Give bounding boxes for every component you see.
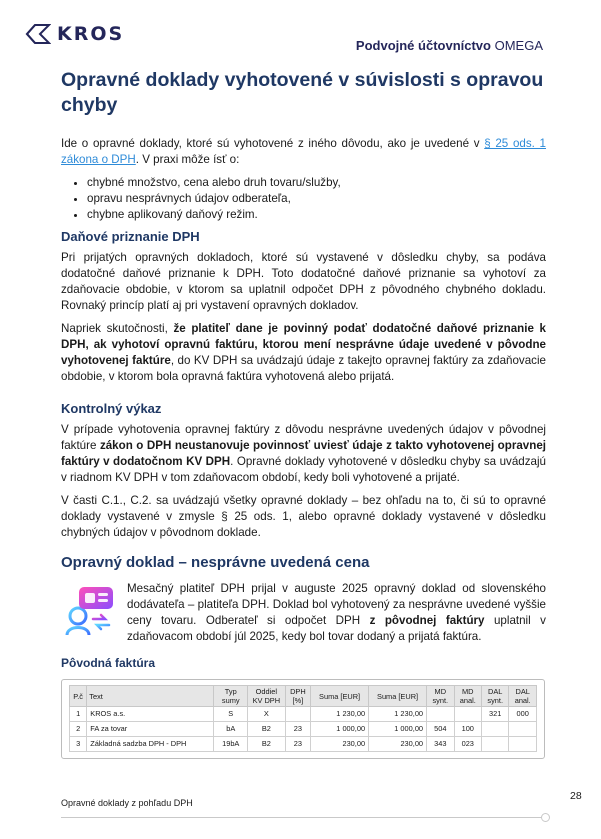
product-name — [356, 38, 543, 53]
example-description — [127, 581, 546, 645]
cell: X — [248, 707, 286, 722]
cell: 1 000,00 — [311, 722, 369, 737]
list-item: • chybne aplikovaný daňový režim. — [87, 207, 546, 223]
heading-example: Opravný doklad – nesprávne uvedená cena — [61, 554, 370, 571]
cell: S — [214, 707, 248, 722]
cell: 1 230,00 — [311, 707, 369, 722]
cell: FA za tovar — [87, 722, 214, 737]
cell: 23 — [285, 737, 310, 752]
cell: 100 — [454, 722, 481, 737]
bullet-list — [61, 175, 546, 223]
control-statement-paragraph-1 — [61, 422, 546, 486]
cell: 3 — [70, 737, 87, 752]
law-link[interactable]: § 25 ods. 1 zákona o DPH — [61, 137, 546, 166]
main-content — [61, 136, 546, 759]
heading-control-statement: Kontrolný výkaz — [61, 401, 162, 416]
list-item: • opravu nesprávnych údajov odberateľa, — [87, 191, 546, 207]
cell: 023 — [454, 737, 481, 752]
intro-text-end: . V praxi môže ísť o: — [135, 153, 240, 166]
heading-original-invoice: Pôvodná faktúra — [61, 656, 156, 670]
cell — [427, 707, 454, 722]
invoice-table-frame — [61, 679, 545, 759]
product-name-bold: Podvojné účtovníctvo — [355, 38, 491, 53]
cell: 2 — [70, 722, 87, 737]
example-box — [61, 581, 546, 645]
page-title: Opravné doklady vyhotovené v súvislosti s opravou chyby — [61, 69, 544, 116]
logo-text: KROS — [57, 23, 125, 45]
kros-logo — [25, 23, 124, 45]
col-header: Suma [EUR] — [311, 686, 369, 707]
footer-dot-icon — [541, 813, 550, 822]
col-header: DAL synt. — [481, 686, 508, 707]
col-header: Text — [87, 686, 214, 707]
col-header: Oddiel KV DPH — [248, 686, 286, 707]
cell: 000 — [509, 707, 537, 722]
cell: 343 — [427, 737, 454, 752]
heading-tax-return: Daňové priznanie DPH — [61, 229, 200, 244]
cell: KROS a.s. — [87, 707, 214, 722]
cell: 1 230,00 — [369, 707, 427, 722]
cell: Základná sadzba DPH - DPH — [87, 737, 214, 752]
cell: 1 — [70, 707, 87, 722]
cell: 1 000,00 — [369, 722, 427, 737]
text: V prípade vyhotovenia opravnej faktúry z dôvodu nesprávne uvedených údajov v pôvodnej faktúre — [61, 423, 546, 452]
cell — [509, 722, 537, 737]
bold-text: z pôvodnej faktúry — [369, 614, 485, 627]
cell: B2 — [248, 722, 286, 737]
tax-return-paragraph-1: Pri prijatých opravných dokladoch, ktoré sú vystavené v dôsledku chyby, sa podáva dodatočné daňové priznanie k DPH. Toto dodatočné daňové priznanie sa vyhotoví za zdaňovacie obdobie, v ktorom sa uplatnil odpočet DPH z pôvodného chybného dokladu. Rovnaký princíp platí aj pri vystavení opravných dokladov. — [61, 251, 546, 312]
cell — [481, 722, 508, 737]
text: . Opravné doklady vyhotovené v dôsledku chyby sa uvádzajú v riadnom KV DPH v tom zdaňovacom období, kedy boli vyhotovené a prijaté. — [61, 455, 546, 484]
col-header: MD anal. — [454, 686, 481, 707]
bold-text: zákon o DPH neustanovuje povinnosť uviesť údaje z takto vyhotovenej opravnej faktúry v dodatočnom KV DPH — [61, 439, 546, 468]
table-row — [70, 707, 537, 722]
cell: 23 — [285, 722, 310, 737]
footer-text: Opravné doklady z pohľadu DPH — [61, 798, 193, 808]
invoice-table — [69, 685, 537, 752]
cell: 504 — [427, 722, 454, 737]
table-header-row — [70, 686, 537, 707]
intro-paragraph — [61, 136, 546, 168]
col-header: DAL anal. — [509, 686, 537, 707]
table-row — [70, 722, 537, 737]
footer-divider — [61, 817, 545, 818]
cell: 230,00 — [311, 737, 369, 752]
list-item: • chybné množstvo, cena alebo druh tovaru/služby, — [87, 175, 546, 191]
cell — [509, 737, 537, 752]
cell: 19bA — [214, 737, 248, 752]
cell: B2 — [248, 737, 286, 752]
bold-text: že platiteľ dane je povinný podať dodatočné daňové priznanie k DPH, ak vyhotoví opravnú faktúru, ktorou mení nesprávne údaje uvedené v pôvodne vyhotovenej faktúre — [61, 322, 546, 367]
cell — [454, 707, 481, 722]
product-name-rest: OMEGA — [490, 38, 543, 53]
text: , do KV DPH sa uvádzajú údaje z takejto opravnej faktúry za zdaňovacie obdobie, v ktorom bola opravná faktúra vyhotovená alebo prijatá. — [61, 354, 546, 383]
cell — [285, 707, 310, 722]
control-statement-paragraph-2: V časti C.1., C.2. sa uvádzajú všetky opravné doklady – bez ohľadu na to, či sú to opravné doklady vystavené v zmysle § 25 ods. 1, alebo opravné doklady vystavené v dôsledku chybných údajov v pôvodnom doklade. — [61, 494, 546, 539]
kros-logo-mark-icon — [25, 23, 51, 45]
cell: 230,00 — [369, 737, 427, 752]
col-header: Suma [EUR] — [369, 686, 427, 707]
text: Napriek skutočnosti, — [61, 322, 174, 335]
col-header: MD synt. — [427, 686, 454, 707]
cell: 321 — [481, 707, 508, 722]
tax-return-paragraph-2 — [61, 321, 546, 385]
cell: bA — [214, 722, 248, 737]
table-row — [70, 737, 537, 752]
page-number: 28 — [570, 790, 582, 802]
col-header: P.č — [70, 686, 87, 707]
intro-text: Ide o opravné doklady, ktoré sú vyhotovené z iného dôvodu, ako je uvedené v — [61, 137, 485, 150]
cell — [481, 737, 508, 752]
text: uplatnil v zdaňovacom období júl 2025, kedy bol tovar dodaný a prijatá faktúra. — [127, 614, 546, 643]
col-header: DPH [%] — [285, 686, 310, 707]
col-header: Typ sumy — [214, 686, 248, 707]
text: Mesačný platiteľ DPH prijal v auguste 2025 opravný doklad od slovenského dodávateľa – platiteľa DPH. Doklad bol vyhotovený za nesprávne uvedené vyššie ceny tovaru. Odberateľ si odpočet DPH — [127, 582, 546, 627]
invoice-exchange-icon — [61, 581, 117, 637]
